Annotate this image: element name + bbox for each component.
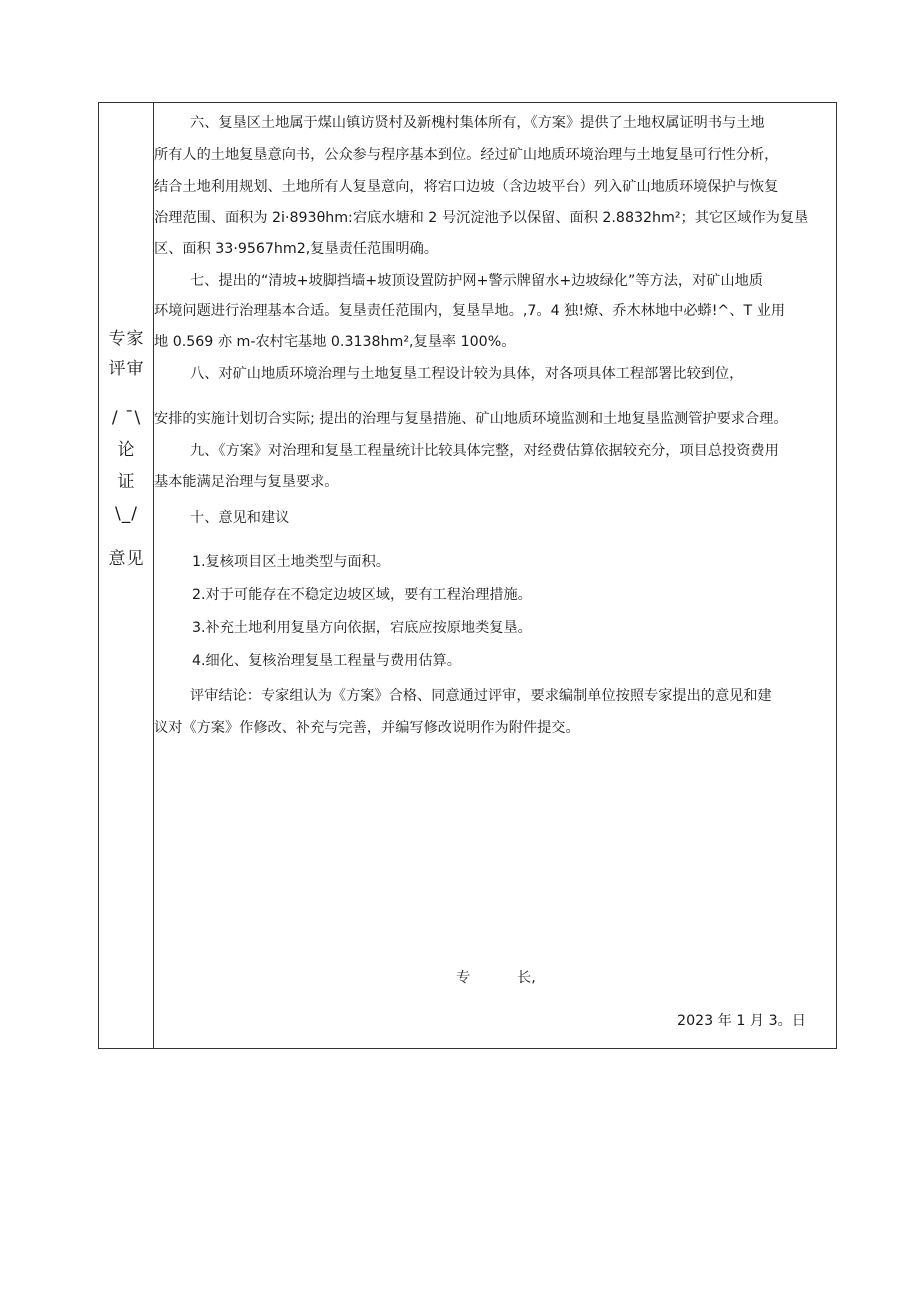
- side-label-line-1: 专家: [108, 329, 145, 349]
- signature-date: 2023 年 1 月 3。日: [677, 1013, 806, 1029]
- suggestion-item-1: 1.复核项目区土地类型与面积。: [192, 554, 390, 570]
- signature-label-suffix: 长,: [517, 970, 536, 986]
- paragraph-7-line-2: 环境问题进行治理基本合适。复垦责任范围内，复垦旱地。,7。4 独!燎、乔木林地中必蟒!^、T 业用: [154, 303, 786, 319]
- paragraph-9-line-1: 九、《方案》对治理和复垦工程量统计比较具体完整，对经费估算依据较充分，项目总投资费用: [190, 443, 779, 459]
- side-label-line-4: 论: [117, 440, 136, 460]
- paragraph-6-line-3: 结合土地利用规划、土地所有人复垦意向，将宕口边坡（含边坡平台）列入矿山地质环境保护与恢复: [154, 179, 779, 195]
- paragraph-7-line-1: 七、提出的“清坡+坡脚挡墙+坡顶设置防护网+警示牌留水+边坡绿化”等方法，对矿山地质: [190, 273, 764, 289]
- paragraph-8-line-1: 八、对矿山地质环境治理与土地复垦工程设计较为具体，对各项具体工程部署比较到位，: [190, 366, 744, 382]
- paragraph-8-line-2: 安排的实施计划切合实际; 提出的治理与复垦措施、矿山地质环境监测和土地复垦监测管护要求合理。: [154, 411, 788, 427]
- review-conclusion-line-2: 议对《方案》作修改、补充与完善，并编写修改说明作为附件提交。: [154, 720, 580, 736]
- review-table: [98, 102, 837, 1049]
- review-conclusion-line-1: 评审结论：专家组认为《方案》合格、同意通过评审，要求编制单位按照专家提出的意见和建: [190, 688, 772, 704]
- side-label-line-2: 评审: [108, 359, 145, 379]
- paragraph-6-line-2: 所有人的土地复垦意向书，公众参与程序基本到位。经过矿山地质环境治理与土地复垦可行性分析，: [154, 147, 779, 163]
- suggestion-item-3: 3.补充土地利用复垦方向依据，宕底应按原地类复垦。: [192, 620, 532, 636]
- paragraph-6-line-1: 六、复垦区土地属于煤山镇访贤村及新槐村集体所有，《方案》提供了土地权属证明书与土地: [190, 115, 765, 131]
- side-label-line-7: 意见: [108, 549, 145, 569]
- signature-label-prefix: 专: [456, 970, 471, 986]
- side-label-line-5: 证: [117, 472, 136, 492]
- paragraph-6-line-5: 区、面积 33·9567hm2,复垦责任范围明确。: [154, 241, 438, 257]
- paragraph-9-line-2: 基本能满足治理与复垦要求。: [154, 474, 339, 490]
- suggestions-heading: 十、意见和建议: [190, 510, 290, 526]
- paragraph-7-line-3: 地 0.569 亦 m-农村宅基地 0.3138hm²,复垦率 100%。: [154, 334, 516, 350]
- suggestion-item-2: 2.对于可能存在不稳定边坡区域，要有工程治理措施。: [192, 587, 532, 603]
- review-opinion-content: [154, 103, 836, 1048]
- paragraph-6-line-4: 治理范围、面积为 2i·893θhm:宕底水塘和 2 号沉淀池予以保留、面积 2.8832hm²；其它区域作为复垦: [154, 210, 809, 226]
- suggestion-item-4: 4.细化、复核治理复垦工程量与费用估算。: [192, 653, 461, 669]
- side-label-bracket-top: / ¯\: [111, 408, 142, 428]
- expert-review-label-column: [99, 103, 154, 1048]
- side-label-bracket-bottom: \_/: [115, 504, 138, 524]
